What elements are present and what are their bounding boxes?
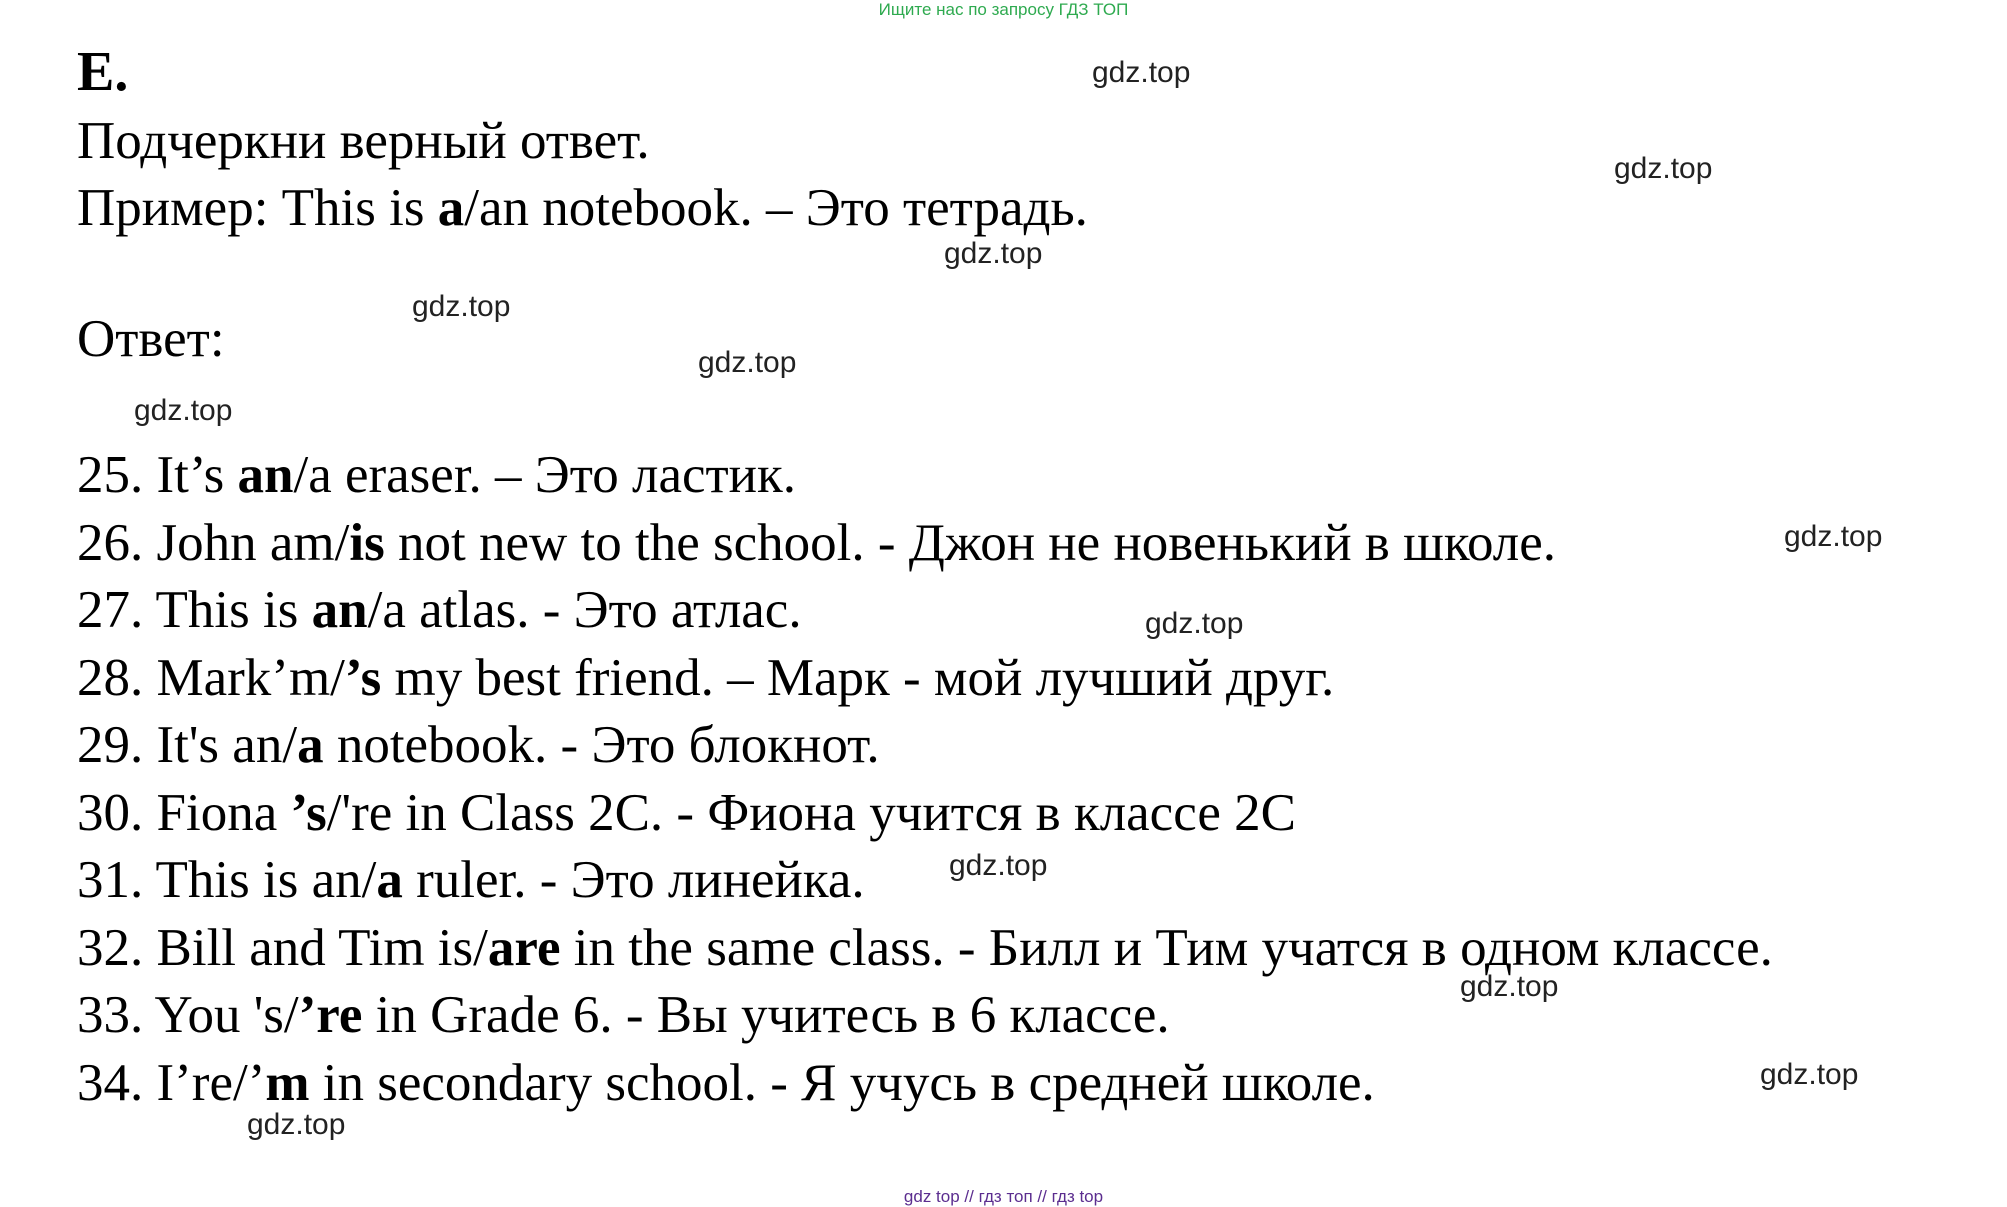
watermark: gdz.top [698,346,797,379]
answer-item-31 [77,847,1773,915]
item-text: not new to the school. - Джон не новенький в школе. [384,513,1556,572]
top-banner: Ищите нас по запросу ГДЗ ТОП [878,0,1129,19]
item-correct-answer: m [265,1053,310,1112]
exercise-header [77,36,1997,242]
item-text: ruler. - Это линейка. [402,851,865,909]
watermark: gdz.top [1760,1058,1859,1091]
exercise-letter: E. [77,41,129,103]
footer-credits: gdz top // гдз топ // гдз top [903,1187,1104,1206]
item-text: my best friend. – Марк - мой лучший друг. [381,648,1335,707]
item-correct-answer: an [237,446,294,504]
item-text: /'re in Class 2C. - Фиона учится в классе 2С [326,783,1296,842]
example-suffix: /an notebook. – Это тетрадь. [464,179,1088,237]
item-text: 30. Fiona [77,783,291,842]
watermark: gdz.top [247,1108,346,1141]
item-text: 29. It's an/ [77,716,298,774]
watermark: gdz.top [944,237,1043,270]
item-correct-answer: ’s [344,648,382,707]
watermark: gdz.top [1145,607,1244,640]
watermark: gdz.top [1092,56,1191,89]
item-text: 28. Mark’m/ [77,648,345,707]
item-text: in the same class. - Билл и Тим учатся в одном классе. [560,918,1773,977]
item-text: in Grade 6. - Вы учитесь в 6 классе. [362,986,1170,1044]
item-correct-answer: a [297,716,324,774]
item-text: in secondary school. - Я учусь в средней школе. [309,1053,1375,1112]
watermark: gdz.top [1614,152,1713,185]
item-text: 27. This is [77,581,312,639]
answer-item-26 [77,510,1773,578]
answer-item-25 [77,442,1773,510]
instruction-text: Подчеркни верный ответ. [77,112,650,170]
item-correct-answer: ’re [298,986,363,1044]
item-text: notebook. - Это блокнот. [323,716,880,774]
answer-item-28 [77,645,1773,713]
watermark: gdz.top [412,290,511,323]
answer-item-30 [77,780,1773,848]
item-text: 33. You 's/ [77,986,299,1044]
answer-item-29 [77,712,1773,780]
item-text: 32. Bill and Tim is/ [77,918,488,977]
item-text: 31. This is an/ [77,851,377,909]
item-text: 26. John am/ [77,513,350,572]
item-text: /a eraser. – Это ластик. [293,446,797,504]
watermark: gdz.top [1460,970,1559,1003]
item-text: 34. I’re/’ [77,1053,266,1112]
answer-item-34 [77,1050,1773,1118]
answer-list [77,442,1773,1117]
item-text: 25. It’s [77,446,238,504]
item-correct-answer: a [376,851,403,909]
watermark: gdz.top [134,394,233,427]
example-bold: a [437,179,465,237]
item-correct-answer: are [487,918,561,977]
watermark: gdz.top [949,849,1048,882]
item-correct-answer: an [311,581,368,639]
item-correct-answer: is [349,513,385,572]
example-prefix: Пример: This is [77,179,438,237]
answer-item-27 [77,577,1773,645]
item-correct-answer: ’s [290,783,327,842]
watermark: gdz.top [1784,520,1883,553]
item-text: /a atlas. - Это атлас. [367,581,802,639]
answer-label: Ответ: [77,310,225,368]
